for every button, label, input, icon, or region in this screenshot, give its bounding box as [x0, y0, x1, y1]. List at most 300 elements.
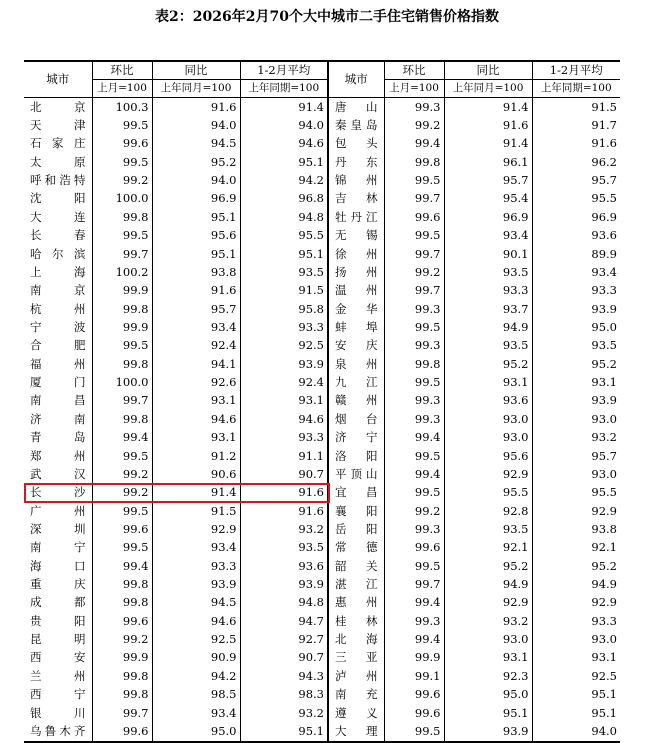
yoy-value: 93.0: [444, 410, 532, 428]
yoy-value: 95.0: [444, 686, 532, 704]
city-name: 牡丹江: [328, 208, 384, 226]
avg-value: 93.3: [532, 282, 620, 300]
avg-value: 94.0: [240, 116, 328, 134]
city-name: 石家庄: [30, 136, 86, 151]
avg-value: 93.2: [240, 520, 328, 538]
avg-value: 92.9: [532, 502, 620, 520]
table-row: [24, 208, 620, 226]
city-name: 烟台: [328, 410, 384, 428]
mom-value: 99.8: [92, 410, 152, 428]
mom-value: 99.8: [92, 594, 152, 612]
mom-value: 99.9: [92, 282, 152, 300]
city-name: 杭州: [30, 301, 86, 316]
yoy-value: 90.6: [152, 465, 240, 483]
yoy-value: 95.7: [152, 300, 240, 318]
mom-value: 99.6: [92, 612, 152, 630]
table-row: [24, 116, 620, 134]
city-name: 北海: [328, 630, 384, 648]
city-name: 北京: [30, 99, 86, 114]
yoy-value: 95.0: [152, 722, 240, 741]
yoy-value: 93.7: [444, 300, 532, 318]
city-name: 襄阳: [328, 502, 384, 520]
mom-value: 100.0: [92, 373, 152, 391]
city-name: 乌鲁木齐: [24, 722, 92, 741]
yoy-value: 94.2: [152, 667, 240, 685]
city-name: 惠州: [328, 594, 384, 612]
avg-value: 91.5: [532, 98, 620, 117]
mom-value: 99.3: [384, 300, 444, 318]
mom-value: 99.3: [384, 392, 444, 410]
avg-value: 93.5: [240, 263, 328, 281]
yoy-value: 91.6: [152, 98, 240, 117]
mom-value: 99.2: [384, 502, 444, 520]
yoy-value: 94.1: [152, 355, 240, 373]
city-name: 常德: [328, 539, 384, 557]
avg-value: 94.6: [240, 410, 328, 428]
table-row: [24, 318, 620, 336]
mom-value: 99.6: [384, 208, 444, 226]
avg-value: 93.2: [532, 428, 620, 446]
avg-value: 91.6: [240, 484, 328, 502]
avg-value: 95.7: [532, 171, 620, 189]
mom-value: 99.3: [384, 410, 444, 428]
yoy-value: 92.1: [444, 539, 532, 557]
mom-value: 99.5: [384, 557, 444, 575]
yoy-value: 93.4: [444, 227, 532, 245]
mom-value: 99.8: [92, 355, 152, 373]
table-row: [24, 373, 620, 391]
city-name: 昆明: [30, 632, 86, 647]
table-row: [24, 245, 620, 263]
city-name: 大连: [30, 209, 86, 224]
avg-value: 95.1: [532, 686, 620, 704]
mom-value: 99.7: [92, 245, 152, 263]
mom-value: 99.7: [384, 282, 444, 300]
yoy-value: 94.6: [152, 612, 240, 630]
city-name: 韶关: [328, 557, 384, 575]
avg-value: 95.5: [240, 227, 328, 245]
table-row: [24, 190, 620, 208]
city-name: 长春: [30, 228, 86, 243]
header-yoy: 同比: [152, 61, 240, 80]
avg-value: 91.1: [240, 447, 328, 465]
city-name: 银川: [30, 705, 86, 720]
yoy-value: 94.0: [152, 171, 240, 189]
yoy-value: 96.9: [444, 208, 532, 226]
city-name: 西宁: [30, 687, 86, 702]
table-row: [24, 263, 620, 281]
city-name: 吉林: [328, 190, 384, 208]
city-name: 秦皇岛: [328, 116, 384, 134]
avg-value: 93.9: [532, 300, 620, 318]
yoy-value: 93.5: [444, 337, 532, 355]
yoy-value: 93.3: [152, 557, 240, 575]
mom-value: 99.7: [92, 392, 152, 410]
mom-value: 99.2: [92, 630, 152, 648]
avg-value: 93.0: [532, 465, 620, 483]
mom-value: 99.6: [92, 135, 152, 153]
city-name: 福州: [30, 356, 86, 371]
table-row: [24, 300, 620, 318]
mom-value: 99.6: [384, 704, 444, 722]
mom-value: 99.8: [92, 575, 152, 593]
avg-value: 93.3: [240, 318, 328, 336]
yoy-value: 95.1: [152, 245, 240, 263]
yoy-value: 92.9: [444, 594, 532, 612]
mom-value: 99.5: [384, 722, 444, 741]
city-name: 西安: [30, 650, 86, 665]
city-name: 湛江: [328, 575, 384, 593]
table-row: [24, 484, 620, 502]
yoy-value: 95.2: [152, 153, 240, 171]
mom-value: 99.1: [384, 667, 444, 685]
avg-value: 95.5: [532, 484, 620, 502]
avg-value: 93.2: [240, 704, 328, 722]
avg-value: 93.1: [240, 392, 328, 410]
mom-value: 99.3: [384, 337, 444, 355]
avg-value: 93.4: [532, 263, 620, 281]
table-row: [24, 355, 620, 373]
mom-value: 99.8: [384, 153, 444, 171]
yoy-value: 93.2: [444, 612, 532, 630]
city-name: 成都: [30, 595, 86, 610]
avg-value: 95.2: [532, 557, 620, 575]
mom-value: 99.2: [92, 171, 152, 189]
table-row: [24, 465, 620, 483]
mom-value: 99.4: [384, 135, 444, 153]
yoy-value: 95.6: [444, 447, 532, 465]
mom-value: 99.4: [384, 428, 444, 446]
table-row: [24, 282, 620, 300]
yoy-value: 91.6: [444, 116, 532, 134]
avg-value: 93.3: [532, 612, 620, 630]
header-yoy-right: 同比: [444, 61, 532, 80]
avg-value: 95.2: [532, 355, 620, 373]
avg-value: 93.3: [240, 428, 328, 446]
yoy-value: 92.8: [444, 502, 532, 520]
avg-value: 93.9: [240, 355, 328, 373]
city-name: 金华: [328, 300, 384, 318]
yoy-value: 92.5: [152, 630, 240, 648]
city-name: 遵义: [328, 704, 384, 722]
mom-value: 99.7: [384, 190, 444, 208]
table-row: [24, 520, 620, 538]
yoy-value: 93.9: [444, 722, 532, 741]
mom-value: 99.5: [384, 484, 444, 502]
header-city: 城市: [24, 61, 92, 98]
avg-value: 94.6: [240, 135, 328, 153]
table-row: [24, 410, 620, 428]
mom-value: 99.5: [384, 171, 444, 189]
city-name: 泉州: [328, 355, 384, 373]
mom-value: 99.3: [384, 612, 444, 630]
table-row: [24, 428, 620, 446]
city-name: 平顶山: [328, 465, 384, 483]
city-name: 唐山: [328, 98, 384, 117]
mom-value: 99.5: [92, 227, 152, 245]
mom-value: 99.5: [92, 337, 152, 355]
yoy-value: 95.2: [444, 557, 532, 575]
avg-value: 96.2: [532, 153, 620, 171]
city-name: 泸州: [328, 667, 384, 685]
avg-value: 92.5: [240, 337, 328, 355]
city-name: 宁波: [30, 319, 86, 334]
mom-value: 99.9: [384, 649, 444, 667]
avg-value: 94.2: [240, 171, 328, 189]
yoy-value: 95.1: [444, 704, 532, 722]
mom-value: 100.2: [92, 263, 152, 281]
table-row: [24, 337, 620, 355]
yoy-value: 93.4: [152, 704, 240, 722]
city-name: 无锡: [328, 227, 384, 245]
mom-value: 99.4: [92, 557, 152, 575]
table-row: [24, 135, 620, 153]
table-body: [24, 98, 620, 742]
table-row: [24, 704, 620, 722]
mom-value: 99.5: [92, 116, 152, 134]
table-row: [24, 539, 620, 557]
avg-value: 93.6: [532, 227, 620, 245]
avg-value: 92.1: [532, 539, 620, 557]
city-name: 桂林: [328, 612, 384, 630]
yoy-value: 91.4: [152, 484, 240, 502]
yoy-value: 95.7: [444, 171, 532, 189]
table-row: [24, 557, 620, 575]
avg-value: 93.0: [532, 410, 620, 428]
yoy-value: 95.6: [152, 227, 240, 245]
city-name: 赣州: [328, 392, 384, 410]
table-row: [24, 98, 620, 117]
header-avg-base-right: 上年同期=100: [532, 80, 620, 98]
mom-value: 99.5: [92, 502, 152, 520]
mom-value: 99.9: [92, 318, 152, 336]
yoy-value: 92.9: [444, 465, 532, 483]
table-row: [24, 612, 620, 630]
mom-value: 100.0: [92, 190, 152, 208]
mom-value: 99.4: [384, 594, 444, 612]
yoy-value: 95.4: [444, 190, 532, 208]
city-name: 宜昌: [328, 484, 384, 502]
table-row: [24, 649, 620, 667]
avg-value: 98.3: [240, 686, 328, 704]
city-name: 南宁: [30, 540, 86, 555]
mom-value: 99.3: [384, 520, 444, 538]
yoy-value: 93.1: [444, 373, 532, 391]
city-name: 南充: [328, 686, 384, 704]
mom-value: 99.4: [384, 465, 444, 483]
table-row: [24, 227, 620, 245]
yoy-value: 91.4: [444, 98, 532, 117]
header-yoy-base-right: 上年同月=100: [444, 80, 532, 98]
avg-value: 95.8: [240, 300, 328, 318]
avg-value: 89.9: [532, 245, 620, 263]
avg-value: 93.0: [532, 630, 620, 648]
mom-value: 99.5: [384, 227, 444, 245]
city-name: 丹东: [328, 153, 384, 171]
avg-value: 94.8: [240, 208, 328, 226]
avg-value: 94.9: [532, 575, 620, 593]
mom-value: 99.3: [384, 98, 444, 117]
city-name: 厦门: [30, 375, 86, 390]
table-row: [24, 686, 620, 704]
table-row: [24, 153, 620, 171]
city-name: 济南: [30, 411, 86, 426]
avg-value: 91.6: [532, 135, 620, 153]
mom-value: 99.7: [92, 704, 152, 722]
yoy-value: 92.6: [152, 373, 240, 391]
header-avg: 1-2月平均: [240, 61, 328, 80]
avg-value: 92.4: [240, 373, 328, 391]
yoy-value: 93.9: [152, 575, 240, 593]
avg-value: 90.7: [240, 465, 328, 483]
avg-value: 90.7: [240, 649, 328, 667]
city-name: 三亚: [328, 649, 384, 667]
avg-value: 94.0: [532, 722, 620, 741]
city-name: 兰州: [30, 668, 86, 683]
mom-value: 99.8: [92, 686, 152, 704]
mom-value: 99.7: [384, 575, 444, 593]
city-name: 广州: [30, 503, 86, 518]
yoy-value: 95.5: [444, 484, 532, 502]
mom-value: 99.5: [384, 318, 444, 336]
city-name: 济宁: [328, 428, 384, 446]
city-name: 深圳: [30, 521, 86, 536]
city-name: 扬州: [328, 263, 384, 281]
avg-value: 93.1: [532, 373, 620, 391]
city-name: 呼和浩特: [30, 173, 86, 188]
header-yoy-base: 上年同月=100: [152, 80, 240, 98]
city-name: 九江: [328, 373, 384, 391]
avg-value: 91.6: [240, 502, 328, 520]
table-row: [24, 392, 620, 410]
mom-value: 99.4: [92, 428, 152, 446]
yoy-value: 95.2: [444, 355, 532, 373]
yoy-value: 96.1: [444, 153, 532, 171]
avg-value: 92.7: [240, 630, 328, 648]
yoy-value: 93.1: [152, 428, 240, 446]
city-name: 沈阳: [30, 191, 86, 206]
avg-value: 91.5: [240, 282, 328, 300]
yoy-value: 92.3: [444, 667, 532, 685]
city-name: 上海: [30, 264, 86, 279]
avg-value: 93.5: [240, 539, 328, 557]
yoy-value: 93.1: [152, 392, 240, 410]
table-title: 表2：2026年2月70个大中城市二手住宅销售价格指数: [155, 9, 499, 25]
mom-value: 99.2: [92, 465, 152, 483]
yoy-value: 93.5: [444, 263, 532, 281]
avg-value: 92.9: [532, 594, 620, 612]
yoy-value: 93.4: [152, 318, 240, 336]
avg-value: 94.7: [240, 612, 328, 630]
yoy-value: 93.3: [444, 282, 532, 300]
mom-value: 99.8: [92, 667, 152, 685]
header-mom: 环比: [92, 61, 152, 80]
header-avg-base: 上年同期=100: [240, 80, 328, 98]
avg-value: 96.9: [532, 208, 620, 226]
mom-value: 99.5: [92, 539, 152, 557]
table-row: [24, 575, 620, 593]
yoy-value: 93.1: [444, 649, 532, 667]
yoy-value: 93.6: [444, 392, 532, 410]
city-name: 长沙: [30, 485, 86, 500]
yoy-value: 92.9: [152, 520, 240, 538]
mom-value: 99.8: [384, 355, 444, 373]
yoy-value: 93.5: [444, 520, 532, 538]
table-row: [24, 667, 620, 685]
avg-value: 95.1: [240, 153, 328, 171]
price-index-table: [24, 60, 620, 743]
mom-value: 99.8: [92, 300, 152, 318]
table-row: [24, 502, 620, 520]
avg-value: 93.9: [240, 575, 328, 593]
avg-value: 95.1: [532, 704, 620, 722]
yoy-value: 92.4: [152, 337, 240, 355]
avg-value: 93.8: [532, 520, 620, 538]
avg-value: 91.4: [240, 98, 328, 117]
mom-value: 99.5: [92, 447, 152, 465]
mom-value: 99.6: [92, 520, 152, 538]
mom-value: 99.5: [92, 153, 152, 171]
city-name: 青岛: [30, 430, 86, 445]
yoy-value: 93.4: [152, 539, 240, 557]
avg-value: 95.1: [240, 722, 328, 741]
city-name: 合肥: [30, 338, 86, 353]
city-name: 温州: [328, 282, 384, 300]
mom-value: 99.2: [384, 116, 444, 134]
yoy-value: 96.9: [152, 190, 240, 208]
yoy-value: 94.6: [152, 410, 240, 428]
yoy-value: 91.6: [152, 282, 240, 300]
yoy-value: 94.5: [152, 135, 240, 153]
avg-value: 94.3: [240, 667, 328, 685]
city-name: 包头: [328, 135, 384, 153]
city-name: 洛阳: [328, 447, 384, 465]
yoy-value: 95.1: [152, 208, 240, 226]
mom-value: 99.2: [92, 484, 152, 502]
yoy-value: 93.0: [444, 630, 532, 648]
avg-value: 93.9: [532, 392, 620, 410]
yoy-value: 94.0: [152, 116, 240, 134]
yoy-value: 90.1: [444, 245, 532, 263]
city-name: 南昌: [30, 393, 86, 408]
avg-value: 92.5: [532, 667, 620, 685]
mom-value: 99.8: [92, 208, 152, 226]
mom-value: 100.3: [92, 98, 152, 117]
city-name: 郑州: [30, 448, 86, 463]
header-mom-right: 环比: [384, 61, 444, 80]
city-name: 太原: [30, 154, 86, 169]
avg-value: 93.1: [532, 649, 620, 667]
yoy-value: 94.5: [152, 594, 240, 612]
mom-value: 99.5: [384, 447, 444, 465]
header-mom-base: 上月=100: [92, 80, 152, 98]
city-name: 南京: [30, 283, 86, 298]
yoy-value: 91.5: [152, 502, 240, 520]
city-name: 安庆: [328, 337, 384, 355]
city-name: 锦州: [328, 171, 384, 189]
city-name: 海口: [30, 558, 86, 573]
city-name: 武汉: [30, 466, 86, 481]
table-row: [24, 630, 620, 648]
header-city-right: 城市: [328, 61, 384, 98]
avg-value: 95.5: [532, 190, 620, 208]
avg-value: 93.6: [240, 557, 328, 575]
mom-value: 99.6: [384, 539, 444, 557]
city-name: 岳阳: [328, 520, 384, 538]
mom-value: 99.2: [384, 263, 444, 281]
city-name: 天津: [30, 118, 86, 133]
avg-value: 95.0: [532, 318, 620, 336]
